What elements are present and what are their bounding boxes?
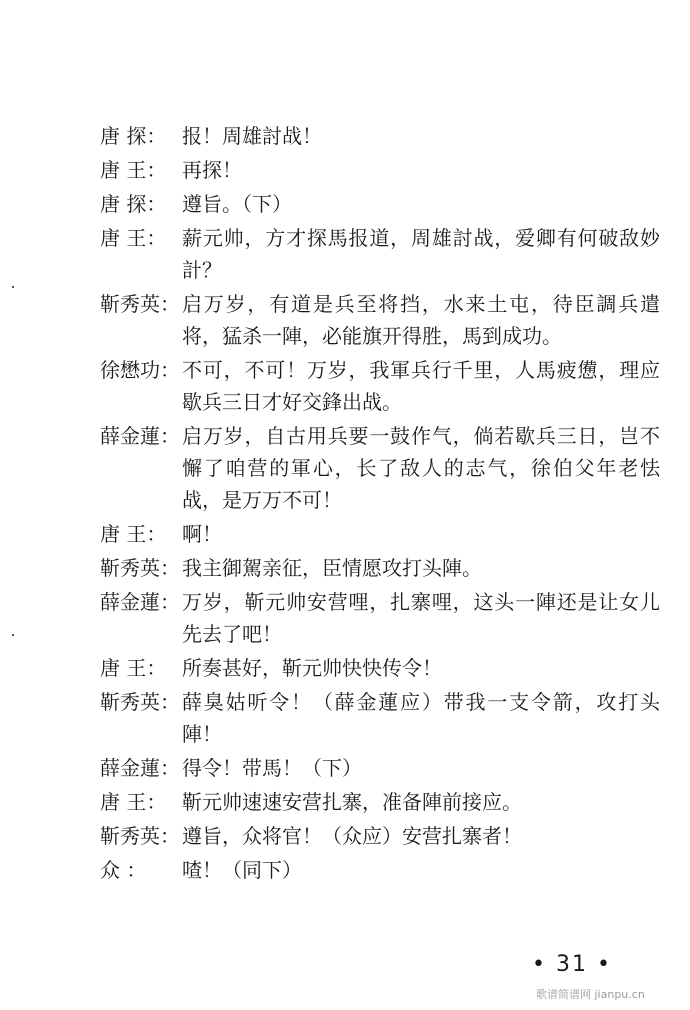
speaker-name: 唐 探：	[100, 124, 167, 148]
dialogue-entry	[100, 686, 660, 750]
dialogue-entry	[100, 786, 660, 818]
dialogue-line: 啊！	[182, 522, 222, 546]
dialogue-line: 再探！	[182, 158, 242, 182]
speaker-name: 唐 王：	[100, 226, 167, 250]
speaker-name: 薛金蓮：	[100, 424, 180, 448]
dialogue-line: 薛臭姑听令！（薛金蓮应）带我一支令箭，攻打头陣！	[182, 690, 660, 746]
dialogue-line: 我主御駕亲征，臣情愿攻打头陣。	[182, 556, 482, 580]
dialogue-entry	[100, 820, 660, 852]
speaker-name: 靳秀英：	[100, 292, 180, 316]
scan-speck	[12, 634, 14, 636]
site-watermark: 歌谱简谱网 jianpu.cn	[536, 988, 645, 1001]
speaker-name: 唐 王：	[100, 522, 167, 546]
dialogue-line: 薪元帅，方才探馬报道，周雄討战，爱卿有何破敌妙計？	[182, 226, 660, 282]
speaker-name: 唐 探：	[100, 192, 167, 216]
dialogue-line: 得令！带馬！（下）	[182, 756, 362, 780]
dialogue-entry	[100, 552, 660, 584]
speaker-name: 唐 王：	[100, 656, 167, 680]
dialogue-entry	[100, 120, 660, 152]
speaker-name: 靳秀英：	[100, 690, 180, 714]
page-number: • 31 •	[532, 952, 612, 977]
dialogue-entry	[100, 652, 660, 684]
dialogue-entry	[100, 222, 660, 286]
dialogue-line: 遵旨。（下）	[182, 192, 292, 216]
script-dialogue	[100, 120, 660, 888]
dialogue-line: 所奏甚好，靳元帅快快传令！	[182, 656, 442, 680]
dialogue-line: 不可，不可！万岁，我軍兵行千里，人馬疲憊，理应歇兵三日才好交鋒出战。	[182, 358, 660, 414]
dialogue-entry	[100, 420, 660, 516]
speaker-name: 靳秀英：	[100, 556, 180, 580]
speaker-name: 靳秀英：	[100, 824, 180, 848]
dialogue-entry	[100, 752, 660, 784]
speaker-name: 众 ：	[100, 858, 147, 882]
dialogue-entry	[100, 288, 660, 352]
dialogue-line: 启万岁，有道是兵至将挡，水来土屯，待臣調兵遣将，猛杀一陣，必能旗开得胜，馬到成功。	[182, 292, 660, 348]
dialogue-line: 报！周雄討战！	[182, 124, 322, 148]
dialogue-entry	[100, 854, 660, 886]
dialogue-line: 靳元帅速速安营扎寨，准备陣前接应。	[182, 790, 522, 814]
dialogue-entry	[100, 154, 660, 186]
speaker-name: 薛金蓮：	[100, 756, 180, 780]
speaker-name: 唐 王：	[100, 790, 167, 814]
dialogue-entry	[100, 518, 660, 550]
dialogue-line: 遵旨，众将官！（众应）安营扎寨者！	[182, 824, 522, 848]
scan-speck	[12, 286, 14, 288]
dialogue-entry	[100, 586, 660, 650]
dialogue-entry	[100, 354, 660, 418]
speaker-name: 唐 王：	[100, 158, 167, 182]
speaker-name: 薛金蓮：	[100, 590, 180, 614]
dialogue-line: 喳！（同下）	[182, 858, 302, 882]
dialogue-line: 启万岁，自古用兵要一鼓作气，倘若歇兵三日，岂不懈了咱营的軍心，长了敌人的志气，徐伯父年老怯战，是万万不可！	[182, 424, 660, 512]
dialogue-line: 万岁，靳元帅安营哩，扎寨哩，这头一陣还是让女儿先去了吧！	[182, 590, 660, 646]
dialogue-entry	[100, 188, 660, 220]
speaker-name: 徐懋功：	[100, 358, 180, 382]
